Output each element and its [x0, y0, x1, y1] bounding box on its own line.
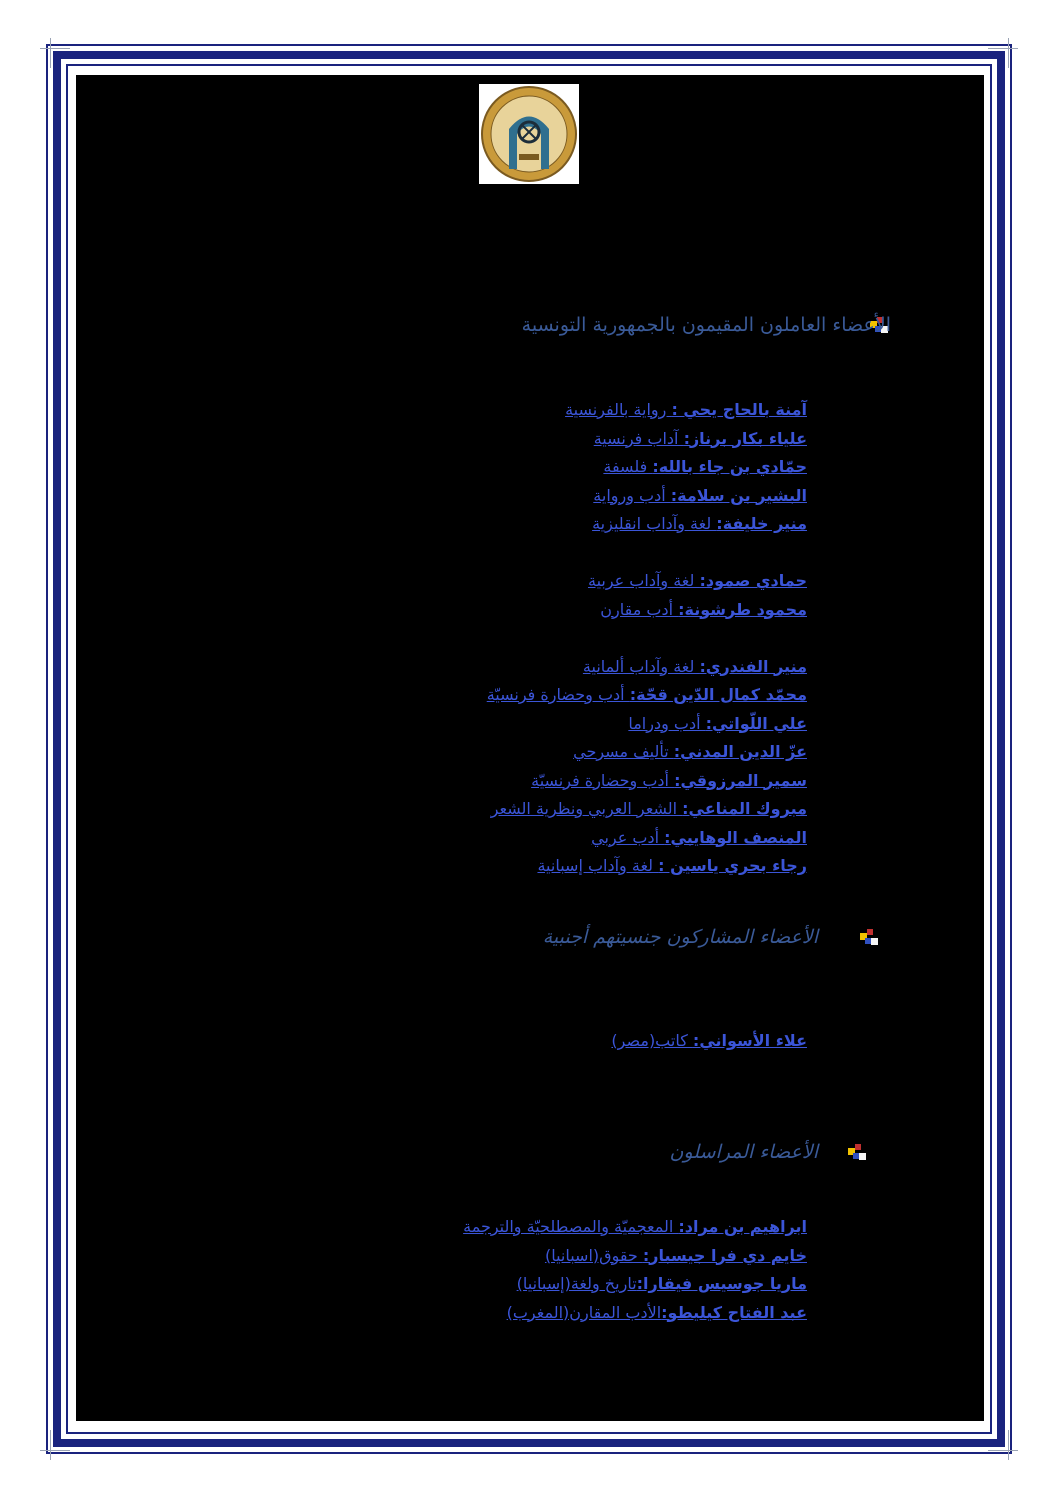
list-item[interactable]: سمير المرزوقي: أدب وحضارة فرنسيّة — [531, 770, 807, 790]
list-item[interactable]: محمّد كمال الدّين قحّة: أدب وحضارة فرنسيّة — [486, 685, 807, 704]
corner-mark — [988, 1450, 1018, 1451]
list-item[interactable]: عزّ الدين المدني: تأليف مسرحي — [573, 742, 807, 761]
corner-mark — [50, 1430, 51, 1460]
corner-mark — [40, 48, 70, 49]
list-spacer — [487, 539, 807, 568]
list-item[interactable]: محمود طرشونة: أدب مقارن — [600, 599, 807, 619]
members-list-foreign — [611, 1027, 807, 1056]
list-spacer — [487, 624, 807, 653]
corner-mark — [1008, 1430, 1009, 1460]
list-item[interactable]: مبروك المناعي: الشعر العربي ونظرية الشعر — [490, 799, 807, 818]
corner-mark — [1008, 38, 1009, 68]
list-item[interactable]: حمادي صمود: لغة وآداب عربية — [587, 571, 807, 590]
corner-mark — [988, 48, 1018, 49]
academy-emblem-logo — [479, 84, 579, 184]
bullet-icon — [848, 1144, 866, 1162]
list-item[interactable]: عبد الفتاح كيليطو:الأدب المقارن(المغرب) — [506, 1302, 807, 1322]
list-item[interactable]: البشير بن سلامة: أدب ورواية — [593, 485, 807, 505]
members-list-correspondents — [463, 1213, 807, 1327]
corner-mark — [50, 38, 51, 68]
bullet-icon — [860, 929, 878, 947]
list-item[interactable]: ماريا جوسيس فيقارا:تاريخ ولغة(إسبانيا) — [516, 1274, 807, 1293]
list-item[interactable]: علياء بكار برناز: آداب فرنسية — [593, 428, 807, 448]
list-item[interactable]: منير خليفة: لغة وآداب انقليزية — [592, 514, 807, 533]
list-item[interactable]: ابراهيم بن مراد: المعجميّة والمصطلحيّة والترجمة — [463, 1217, 807, 1236]
members-list-residents — [487, 396, 807, 881]
section-title-residents: الأعضاء العاملون المقيمون بالجمهورية التونسية — [521, 314, 891, 336]
list-item[interactable]: المنصف الوهايبي: أدب عربي — [591, 827, 807, 847]
list-item[interactable]: علاء الأسواني: كاتب(مصر) — [611, 1031, 807, 1050]
list-item[interactable]: آمنة بالحاج يحي : رواية بالفرنسية — [565, 400, 807, 419]
list-item[interactable]: خايم دي فرا جيسبار: حقوق(اسبانيا) — [544, 1245, 807, 1265]
list-item[interactable]: حمّادي بن جاء بالله: فلسفة — [603, 457, 807, 476]
corner-mark — [40, 1450, 70, 1451]
section-title-correspondents: الأعضاء المراسلون — [669, 1141, 818, 1163]
list-item[interactable]: رجاء بحري ياسين : لغة وآداب إسبانية — [537, 856, 807, 875]
list-item[interactable]: منير الفندري: لغة وآداب ألمانية — [582, 656, 807, 676]
list-item[interactable]: علي اللّواتي: أدب ودراما — [628, 713, 807, 733]
section-title-foreign: الأعضاء المشاركون جنسيتهم أجنبية — [542, 926, 818, 948]
